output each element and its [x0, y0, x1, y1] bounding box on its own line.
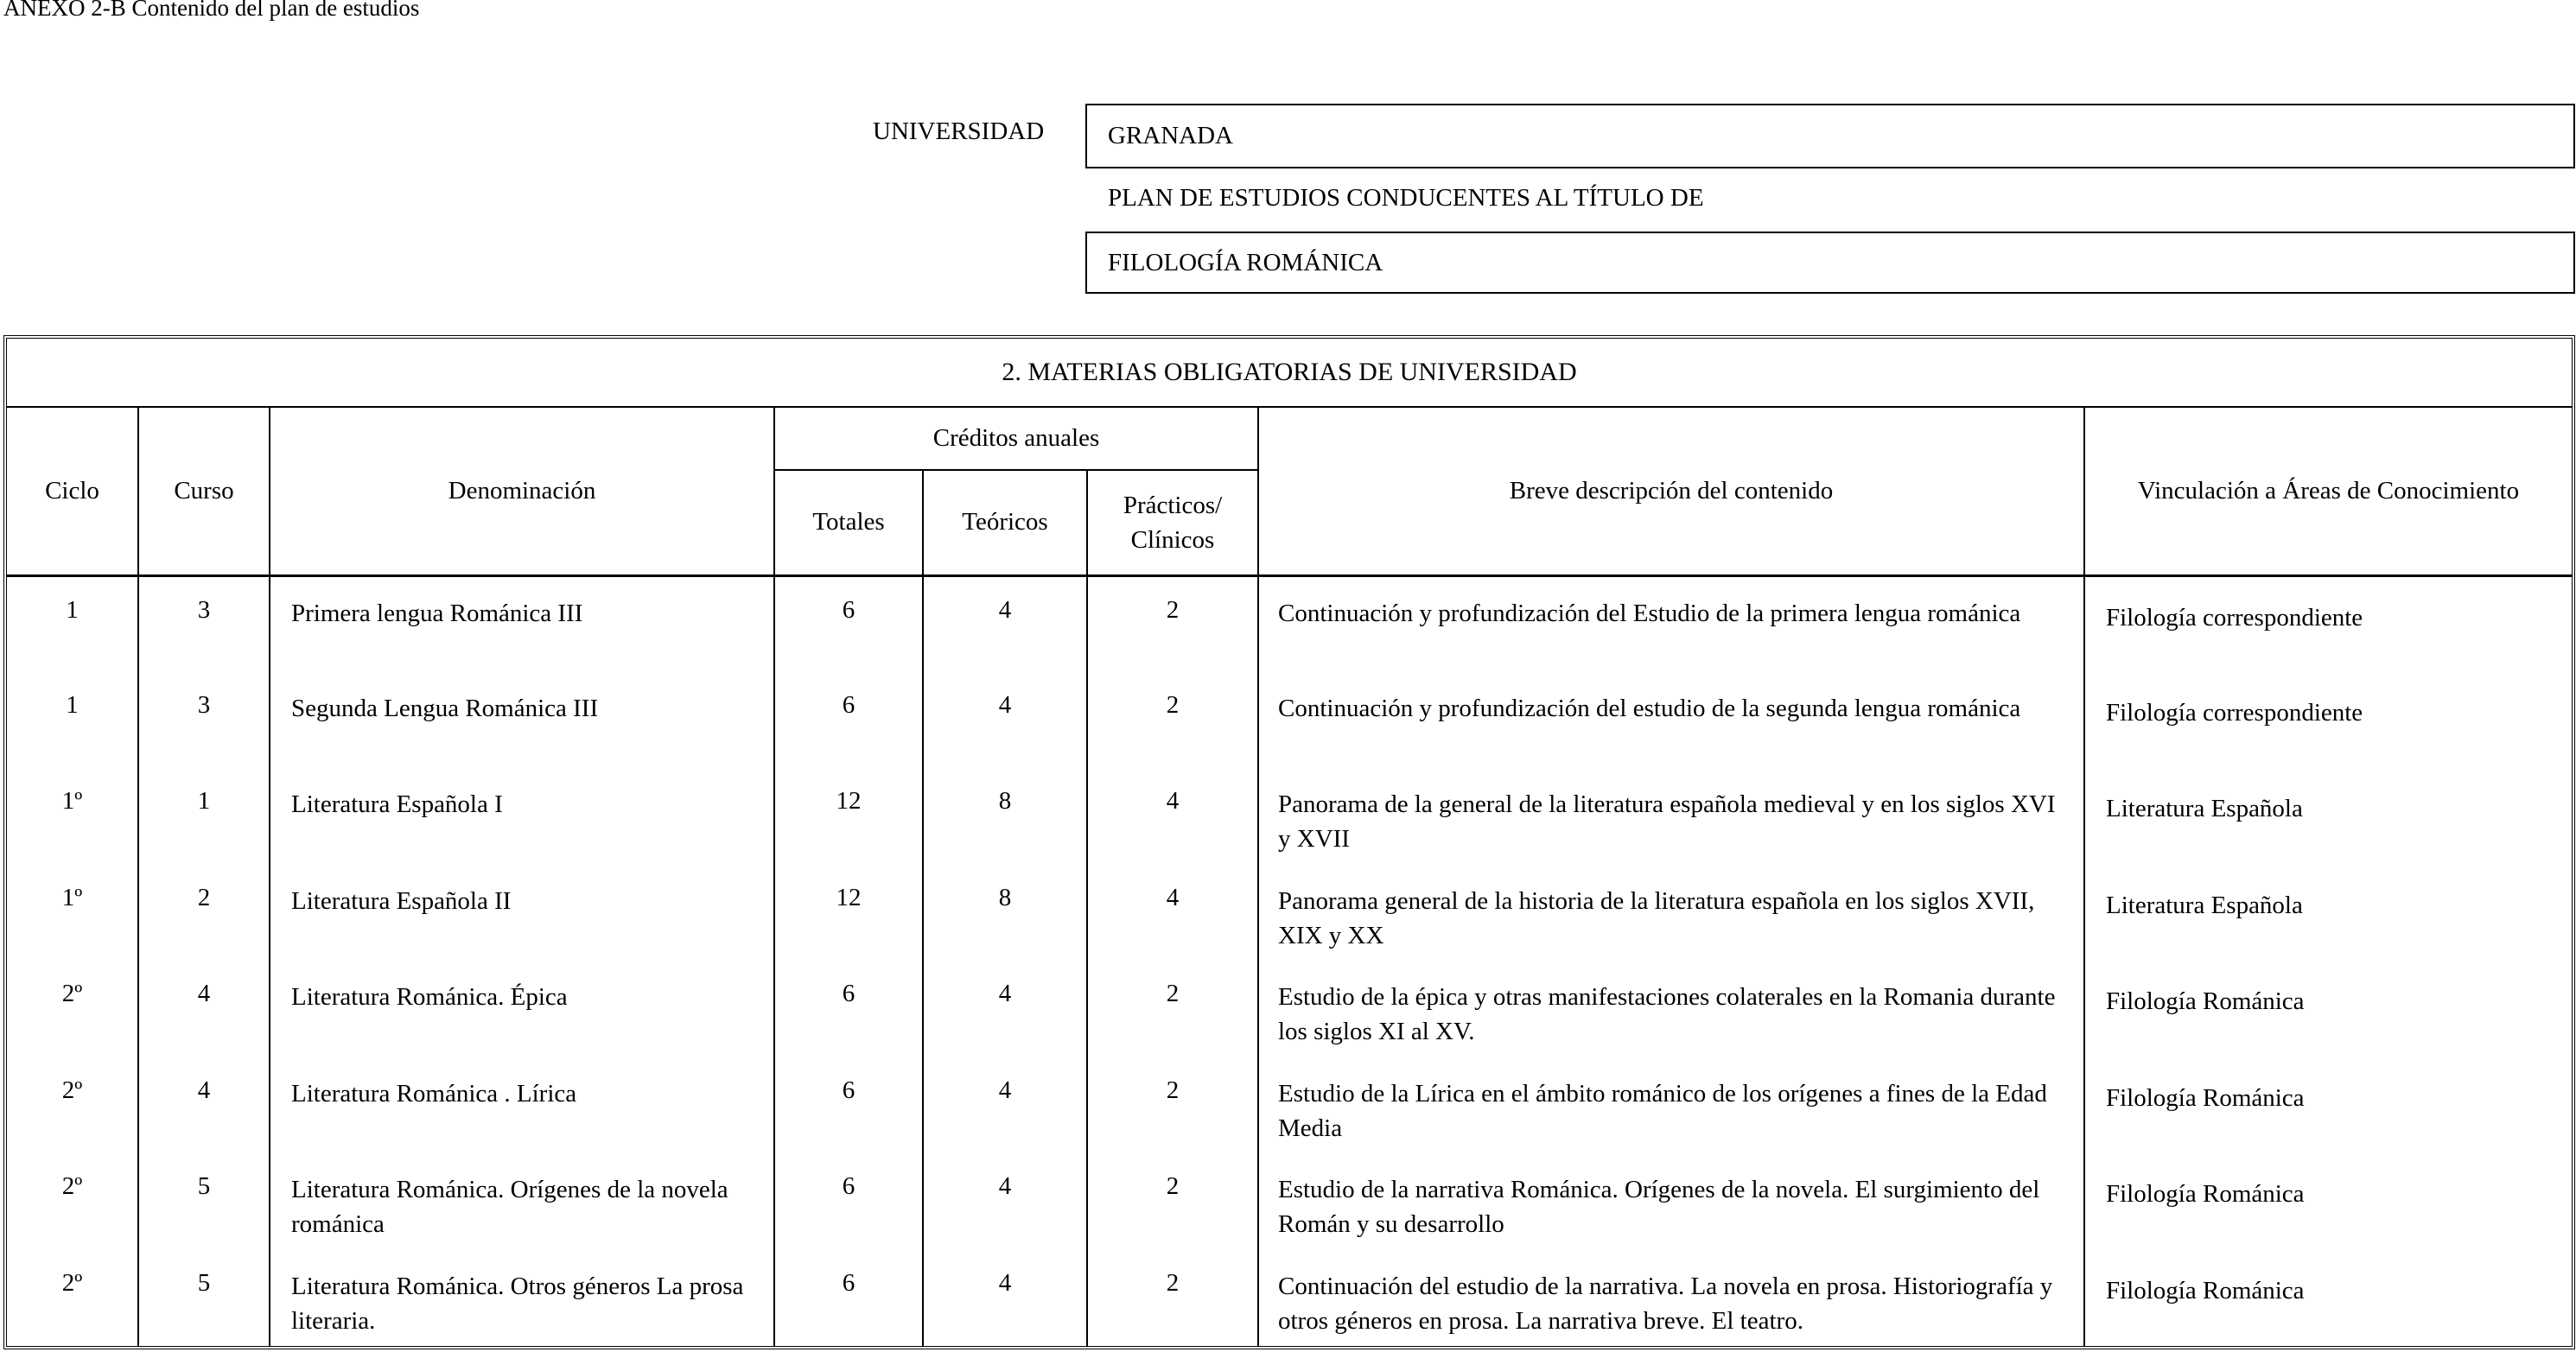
- row-curso: 3: [138, 576, 270, 672]
- row-area: Literatura Española: [2106, 891, 2303, 919]
- row-area: Filología Románica: [2106, 1180, 2305, 1209]
- col-ciclo: Ciclo: [7, 407, 138, 575]
- row-totales: 6: [774, 961, 923, 1057]
- col-creditos-anuales: Créditos anuales: [774, 407, 1258, 469]
- universidad-value: GRANADA: [1108, 122, 1233, 149]
- row-curso: 3: [138, 672, 270, 768]
- row-totales: 12: [774, 768, 923, 864]
- annex-heading: ANEXO 2-B Contenido del plan de estudios: [3, 0, 420, 21]
- row-denominacion: Segunda Lengua Románica III: [270, 672, 774, 768]
- row-practicos: 4: [1087, 768, 1258, 864]
- row-teoricos: 4: [923, 1153, 1087, 1249]
- col-teoricos: Teóricos: [923, 470, 1087, 576]
- universidad-label: UNIVERSIDAD: [873, 117, 1045, 145]
- col-practicos: Prácticos/ Clínicos: [1087, 470, 1258, 576]
- row-denominacion: Literatura Románica. Otros géneros La prosa literaria.: [270, 1250, 774, 1347]
- row-area: Filología correspondiente: [2106, 604, 2363, 632]
- row-ciclo: 2º: [7, 1250, 138, 1347]
- row-practicos: 2: [1087, 1057, 1258, 1153]
- row-descripcion: Estudio de la narrativa Románica. Orígenes de la novela. El surgimiento del Román y su desarrollo: [1258, 1153, 2084, 1249]
- row-teoricos: 4: [923, 576, 1087, 672]
- row-ciclo: 1: [7, 576, 138, 672]
- row-curso: 5: [138, 1153, 270, 1249]
- table-row: [7, 768, 2572, 864]
- plan-label: PLAN DE ESTUDIOS CONDUCENTES AL TÍTULO DE: [1108, 184, 1704, 212]
- row-denominacion: Literatura Románica. Orígenes de la novela románica: [270, 1153, 774, 1249]
- table-row: [7, 1250, 2572, 1347]
- row-teoricos: 4: [923, 961, 1087, 1057]
- row-area: Filología Románica: [2106, 987, 2305, 1016]
- row-curso: 4: [138, 961, 270, 1057]
- col-curso: Curso: [138, 407, 270, 575]
- row-denominacion: Literatura Española I: [270, 768, 774, 864]
- table-row: [7, 1057, 2572, 1153]
- row-teoricos: 4: [923, 1250, 1087, 1347]
- table-row: [7, 961, 2572, 1057]
- row-denominacion: Primera lengua Románica III: [270, 576, 774, 672]
- materias-table: [3, 335, 2575, 1349]
- row-practicos: 2: [1087, 961, 1258, 1057]
- row-ciclo: 2º: [7, 961, 138, 1057]
- row-curso: 4: [138, 1057, 270, 1153]
- row-teoricos: 4: [923, 1057, 1087, 1153]
- row-descripcion: Continuación y profundización del Estudio de la primera lengua románica: [1258, 576, 2084, 672]
- table-title: 2. MATERIAS OBLIGATORIAS DE UNIVERSIDAD: [7, 339, 2572, 407]
- row-practicos: 2: [1087, 1250, 1258, 1347]
- row-descripcion: Continuación del estudio de la narrativa. La novela en prosa. Historiografía y otros géneros en prosa. La narrativa breve. El teatro.: [1258, 1250, 2084, 1347]
- row-descripcion: Continuación y profundización del estudio de la segunda lengua románica: [1258, 672, 2084, 768]
- row-ciclo: 2º: [7, 1057, 138, 1153]
- col-vinculacion: Vinculación a Áreas de Conocimiento: [2084, 407, 2572, 575]
- row-ciclo: 2º: [7, 1153, 138, 1249]
- row-teoricos: 4: [923, 672, 1087, 768]
- row-practicos: 2: [1087, 672, 1258, 768]
- row-denominacion: Literatura Española II: [270, 865, 774, 961]
- row-practicos: 2: [1087, 576, 1258, 672]
- table-row: [7, 576, 2572, 672]
- row-teoricos: 8: [923, 768, 1087, 864]
- row-totales: 6: [774, 1057, 923, 1153]
- table-row: [7, 1153, 2572, 1249]
- row-totales: 12: [774, 865, 923, 961]
- row-descripcion: Estudio de la Lírica en el ámbito románico de los orígenes a fines de la Edad Media: [1258, 1057, 2084, 1153]
- row-area: Literatura Española: [2106, 795, 2303, 823]
- table-row: [7, 865, 2572, 961]
- col-descripcion: Breve descripción del contenido: [1258, 407, 2084, 575]
- titulo-value: FILOLOGÍA ROMÁNICA: [1108, 248, 1383, 276]
- row-ciclo: 1º: [7, 865, 138, 961]
- row-area: Filología correspondiente: [2106, 698, 2363, 727]
- row-area: Filología Románica: [2106, 1276, 2305, 1304]
- table-row: [7, 672, 2572, 768]
- row-totales: 6: [774, 1153, 923, 1249]
- row-ciclo: 1: [7, 672, 138, 768]
- col-denominacion: Denominación: [270, 407, 774, 575]
- row-descripcion: Panorama general de la historia de la literatura española en los siglos XVII, XIX y XX: [1258, 865, 2084, 961]
- row-descripcion: Panorama de la general de la literatura española medieval y en los siglos XVI y XVII: [1258, 768, 2084, 864]
- titulo-field: [1085, 232, 2575, 294]
- row-practicos: 2: [1087, 1153, 1258, 1249]
- row-teoricos: 8: [923, 865, 1087, 961]
- row-denominacion: Literatura Románica . Lírica: [270, 1057, 774, 1153]
- row-totales: 6: [774, 1250, 923, 1347]
- row-area: Filología Románica: [2106, 1083, 2305, 1112]
- row-descripcion: Estudio de la épica y otras manifestaciones colaterales en la Romania durante los siglos XI al XV.: [1258, 961, 2084, 1057]
- row-totales: 6: [774, 576, 923, 672]
- universidad-field: [1085, 104, 2575, 168]
- row-curso: 2: [138, 865, 270, 961]
- row-practicos: 4: [1087, 865, 1258, 961]
- row-denominacion: Literatura Románica. Épica: [270, 961, 774, 1057]
- row-curso: 1: [138, 768, 270, 864]
- row-ciclo: 1º: [7, 768, 138, 864]
- row-totales: 6: [774, 672, 923, 768]
- col-totales: Totales: [774, 470, 923, 576]
- row-curso: 5: [138, 1250, 270, 1347]
